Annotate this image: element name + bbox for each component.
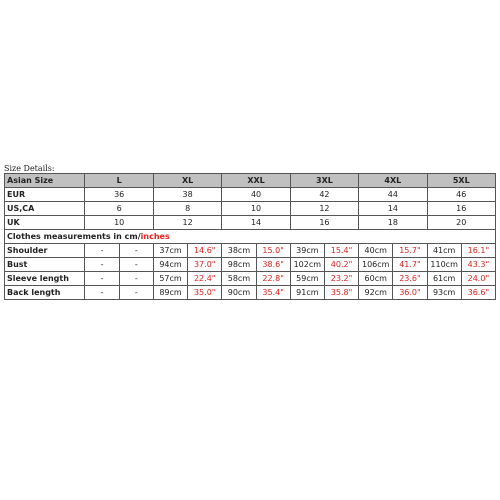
inch-value-cell: 37.0" xyxy=(188,258,222,272)
cm-value-cell: 93cm xyxy=(427,286,461,300)
inch-value-cell: 24.0" xyxy=(461,272,495,286)
size-value-cell: 14 xyxy=(359,202,427,216)
cm-value-cell: 57cm xyxy=(153,272,187,286)
measurement-heading xyxy=(5,230,496,244)
measurement-label: Shoulder xyxy=(5,244,85,258)
size-value-cell: 16 xyxy=(427,202,495,216)
measurement-row xyxy=(5,258,496,272)
cm-value-cell: 106cm xyxy=(359,258,393,272)
size-value-cell: 18 xyxy=(359,216,427,230)
inch-value-cell: 38.6" xyxy=(256,258,290,272)
size-header-cell: 4XL xyxy=(359,174,427,188)
size-details-title: Size Details: xyxy=(4,164,55,173)
inch-value-cell: 40.2" xyxy=(324,258,358,272)
inch-value-cell: 35.0" xyxy=(188,286,222,300)
inch-value-cell: - xyxy=(119,258,153,272)
size-value-cell: 12 xyxy=(290,202,358,216)
size-header-cell: L xyxy=(85,174,153,188)
cm-value-cell: - xyxy=(85,272,119,286)
cm-value-cell: 37cm xyxy=(153,244,187,258)
inch-value-cell: 15.0" xyxy=(256,244,290,258)
asian-size-label: Asian Size xyxy=(5,174,85,188)
size-value-cell: 42 xyxy=(290,188,358,202)
inch-value-cell: - xyxy=(119,286,153,300)
cm-value-cell: 102cm xyxy=(290,258,324,272)
cm-value-cell: 38cm xyxy=(222,244,256,258)
size-value-cell: 8 xyxy=(153,202,221,216)
size-value-cell: 16 xyxy=(290,216,358,230)
cm-value-cell: 40cm xyxy=(359,244,393,258)
size-conversion-row xyxy=(5,216,496,230)
size-header-cell: 5XL xyxy=(427,174,495,188)
size-value-cell: 10 xyxy=(85,216,153,230)
cm-value-cell: - xyxy=(85,244,119,258)
size-value-cell: 46 xyxy=(427,188,495,202)
size-value-cell: 10 xyxy=(222,202,290,216)
size-conversion-row xyxy=(5,188,496,202)
size-value-cell: 14 xyxy=(222,216,290,230)
cm-value-cell: 92cm xyxy=(359,286,393,300)
size-row-label: US,CA xyxy=(5,202,85,216)
size-value-cell: 12 xyxy=(153,216,221,230)
inch-value-cell: 36.6" xyxy=(461,286,495,300)
size-value-cell: 20 xyxy=(427,216,495,230)
size-header-cell: 3XL xyxy=(290,174,358,188)
inch-value-cell: - xyxy=(119,272,153,286)
inch-value-cell: 14.6" xyxy=(188,244,222,258)
size-chart-body xyxy=(5,174,496,300)
inch-value-cell: 15.4" xyxy=(324,244,358,258)
size-header-row xyxy=(5,174,496,188)
measurement-label: Sleeve length xyxy=(5,272,85,286)
measurement-row xyxy=(5,244,496,258)
cm-value-cell: 98cm xyxy=(222,258,256,272)
size-chart-table xyxy=(4,173,496,300)
inch-value-cell: 43.3" xyxy=(461,258,495,272)
cm-value-cell: 41cm xyxy=(427,244,461,258)
cm-value-cell: - xyxy=(85,258,119,272)
size-value-cell: 40 xyxy=(222,188,290,202)
cm-value-cell: 58cm xyxy=(222,272,256,286)
cm-value-cell: 59cm xyxy=(290,272,324,286)
size-row-label: EUR xyxy=(5,188,85,202)
measurement-heading-text: Clothes measurements in cm/ xyxy=(7,232,141,241)
cm-value-cell: 89cm xyxy=(153,286,187,300)
size-value-cell: 38 xyxy=(153,188,221,202)
cm-value-cell: 94cm xyxy=(153,258,187,272)
inch-value-cell: 22.8" xyxy=(256,272,290,286)
inch-value-cell: 16.1" xyxy=(461,244,495,258)
size-value-cell: 36 xyxy=(85,188,153,202)
inch-value-cell: 35.4" xyxy=(256,286,290,300)
size-row-label: UK xyxy=(5,216,85,230)
cm-value-cell: - xyxy=(85,286,119,300)
measurement-heading-row xyxy=(5,230,496,244)
inch-value-cell: - xyxy=(119,244,153,258)
cm-value-cell: 61cm xyxy=(427,272,461,286)
size-value-cell: 6 xyxy=(85,202,153,216)
measurement-label: Bust xyxy=(5,258,85,272)
cm-value-cell: 90cm xyxy=(222,286,256,300)
cm-value-cell: 60cm xyxy=(359,272,393,286)
inch-value-cell: 41.7" xyxy=(393,258,427,272)
size-value-cell: 44 xyxy=(359,188,427,202)
inch-value-cell: 23.2" xyxy=(324,272,358,286)
size-header-cell: XL xyxy=(153,174,221,188)
inch-value-cell: 15.7" xyxy=(393,244,427,258)
measurement-row xyxy=(5,272,496,286)
size-conversion-row xyxy=(5,202,496,216)
inch-value-cell: 35.8" xyxy=(324,286,358,300)
inch-value-cell: 36.0" xyxy=(393,286,427,300)
inch-value-cell: 22.4" xyxy=(188,272,222,286)
cm-value-cell: 39cm xyxy=(290,244,324,258)
measurement-heading-inches: inches xyxy=(140,232,170,241)
inch-value-cell: 23.6" xyxy=(393,272,427,286)
cm-value-cell: 91cm xyxy=(290,286,324,300)
measurement-row xyxy=(5,286,496,300)
measurement-label: Back length xyxy=(5,286,85,300)
cm-value-cell: 110cm xyxy=(427,258,461,272)
size-header-cell: XXL xyxy=(222,174,290,188)
